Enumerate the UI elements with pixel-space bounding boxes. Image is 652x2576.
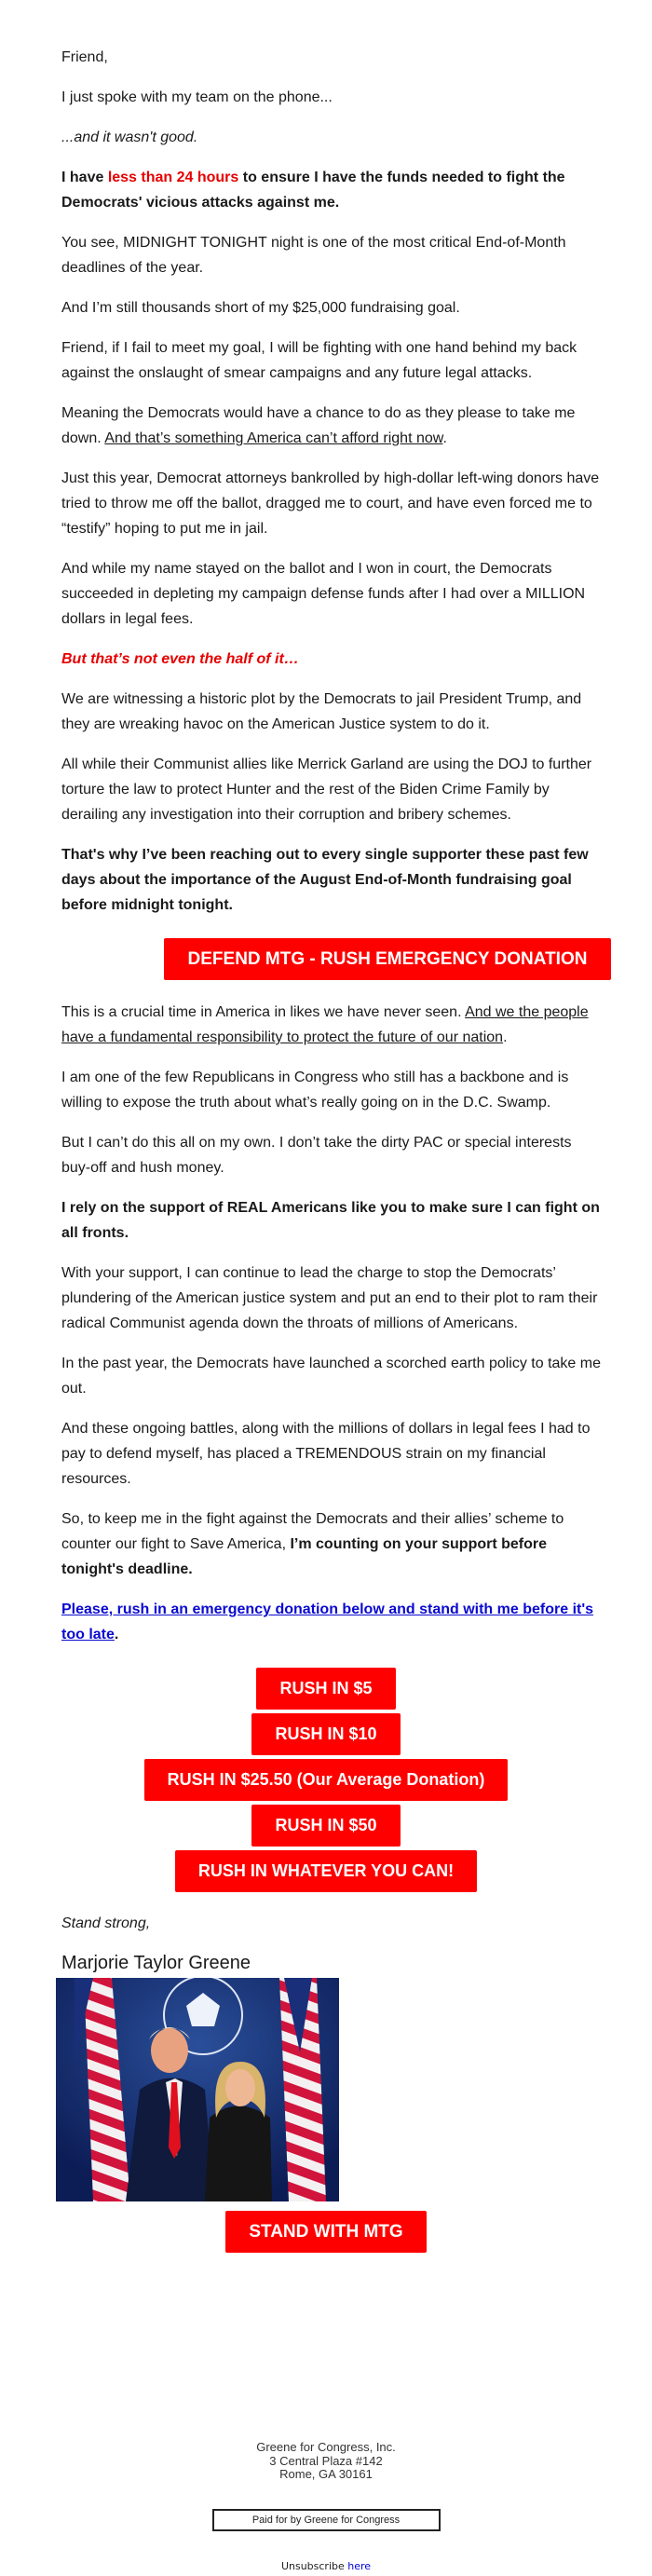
email-body [61,45,602,2253]
emergency-donation-link[interactable]: Please, rush in an emergency donation below and stand with me before it's too late [61,1601,594,1642]
text: . [114,1627,119,1642]
paragraph: You see, MIDNIGHT TONIGHT night is one of the most critical End-of-Month deadlines of the year. [61,235,566,276]
paragraph [61,401,602,451]
text: to ensure I have the funds needed to fight the Democrats' vicious attacks against me. [61,170,565,211]
street-address: 3 Central Plaza #142 [269,2453,383,2468]
signature: Marjorie Taylor Greene [61,1953,251,1973]
paragraph: Just this year, Democrat attorneys bankrolled by high-dollar left-wing donors have tried to throw me off the ballot, dragged me to court, and have even forced me to “testify” hoping to put me in jail. [61,470,600,537]
paragraph [61,1597,602,1647]
paragraph: In the past year, the Democrats have launched a scorched earth policy to take me out. [61,1356,601,1397]
paragraph: But I can’t do this all on my own. I don’t take the dirty PAC or special interests buy-off and hush money. [61,1135,572,1176]
paragraph: Friend, if I fail to meet my goal, I will be fighting with one hand behind my back against the onslaught of smear campaigns and any future legal attacks. [61,340,577,381]
defend-mtg-donation-button[interactable]: DEFEND MTG - RUSH EMERGENCY DONATION [164,938,612,980]
stand-button-row [0,2211,652,2253]
text: . [503,1029,508,1045]
paragraph: I am one of the few Republicans in Congress who still has a backbone and is willing to expose the truth about what’s really going on in the D.C. Swamp. [61,1070,569,1111]
greeting: Friend, [61,49,108,65]
underlined-text: And we the people have a fundamental responsibility to protect the future of our nation [61,1004,589,1045]
paragraph [61,1000,602,1050]
paragraph: That's why I’ve been reaching out to every single supporter these past few days about the importance of the August End-of-Month fundraising goal before midnight tonight. [61,847,589,913]
paragraph: And I’m still thousands short of my $25,000 fundraising goal. [61,300,460,316]
rush-50-button[interactable]: RUSH IN $50 [251,1805,400,1847]
paid-for-disclaimer [0,2509,652,2531]
donation-buttons [61,1668,602,1892]
paragraph: With your support, I can continue to lead the charge to stop the Democrats’ plundering of the American justice system and put an end to their plot to ram their radical Communist agenda down the throats of millions of Americans. [61,1265,598,1331]
paragraph [61,165,602,215]
closing: Stand strong, [61,1915,151,1931]
defend-button-row [61,938,652,980]
rush-10-button[interactable]: RUSH IN $10 [251,1713,400,1755]
paid-for-text: Paid for by Greene for Congress [212,2509,441,2531]
unsubscribe-link[interactable]: here [347,2560,372,2572]
rush-5-button[interactable]: RUSH IN $5 [256,1668,395,1710]
text: So, to keep me in the fight against the Democrats and their allies’ scheme to counter our fight to Save America, [61,1511,564,1552]
paragraph: I rely on the support of REAL Americans like you to make sure I can fight on all fronts. [61,1200,600,1241]
text: Meaning the Democrats would have a chance to do as they please to take me down. [61,405,576,446]
bold-text: I’m counting on your support before tonight's deadline. [61,1536,548,1577]
text: This is a crucial time in America in likes we have never seen. [61,1004,466,1020]
paragraph [61,1506,602,1582]
red-italic-heading: But that’s not even the half of it… [61,651,299,667]
paragraph: We are witnessing a historic plot by the Democrats to jail President Trump, and they are wreaking havoc on the American Justice system to do it. [61,691,582,732]
unsubscribe-line [0,2560,652,2572]
campaign-photo [56,1978,339,2201]
paragraph: All while their Communist allies like Merrick Garland are using the DOJ to further torture the law to protect Hunter and the rest of the Biden Crime Family by derailing any investigation into their corruption and bribery schemes. [61,756,592,823]
city-address: Rome, GA 30161 [279,2467,373,2481]
highlight-text: less than 24 hours [107,170,239,185]
paragraph: And while my name stayed on the ballot and I won in court, the Democrats succeeded in depleting my campaign defense funds after I had over a MILLION dollars in legal fees. [61,561,586,627]
underlined-text: And that’s something America can’t afford right now [104,430,443,446]
text: . [442,430,447,446]
paragraph: ...and it wasn't good. [61,129,198,145]
paragraph: And these ongoing battles, along with the millions of dollars in legal fees I had to pay to defend myself, has placed a TREMENDOUS strain on my financial resources. [61,1421,591,1487]
rush-25-50-button[interactable]: RUSH IN $25.50 (Our Average Donation) [144,1759,509,1801]
footer-address [0,2441,652,2482]
unsubscribe-label: Unsubscribe [280,2560,345,2572]
stand-with-mtg-button[interactable]: STAND WITH MTG [225,2211,426,2253]
rush-whatever-button[interactable]: RUSH IN WHATEVER YOU CAN! [175,1850,477,1892]
org-name: Greene for Congress, Inc. [256,2440,396,2454]
paragraph: I just spoke with my team on the phone... [61,89,333,105]
text: I have [61,170,108,185]
